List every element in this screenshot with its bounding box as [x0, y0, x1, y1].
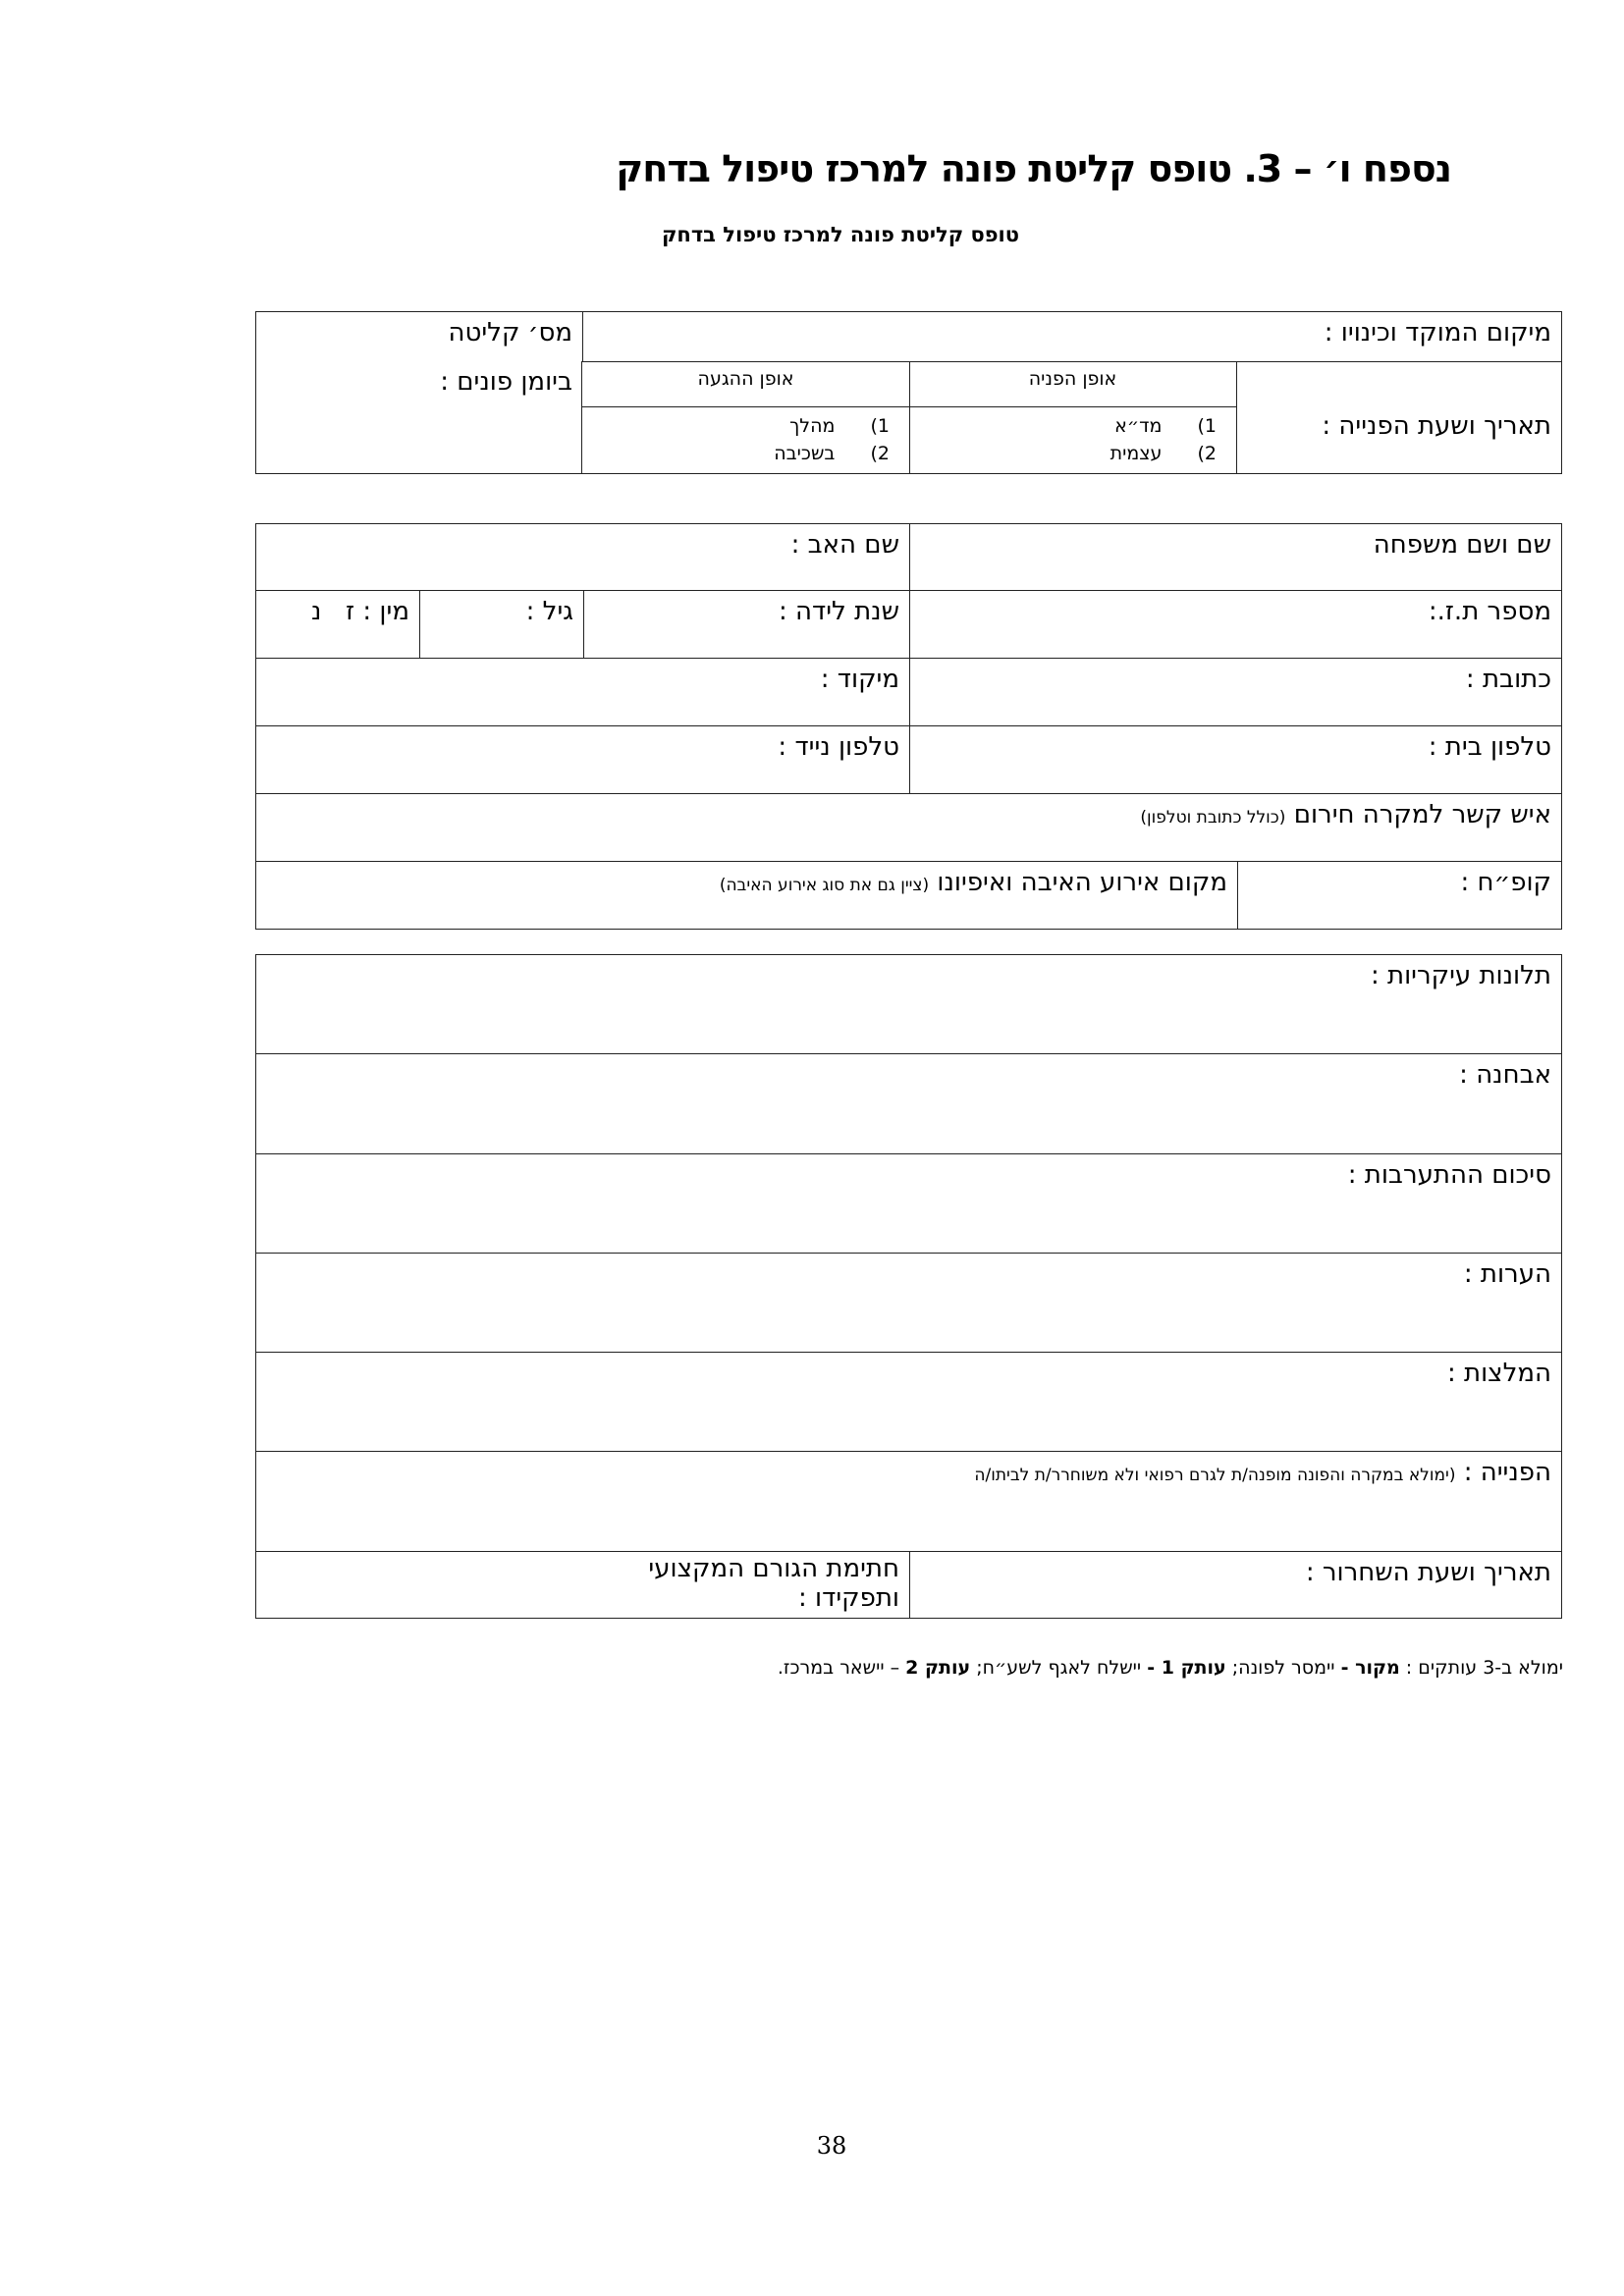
diagnosis-label: אבחנה :	[1459, 1060, 1551, 1090]
address-field[interactable]	[908, 658, 1562, 727]
father-name-field[interactable]	[255, 523, 910, 592]
signature-label-line1: חתימת הגורם המקצועי	[648, 1554, 899, 1583]
health-fund-label: קופ״ח :	[1460, 868, 1551, 897]
id-number-label: מספר ת.ז.:	[1428, 597, 1551, 626]
arrival-mode-options	[581, 406, 910, 474]
referral-mode-options	[908, 406, 1237, 474]
arrival-mode-header	[581, 361, 910, 408]
event-location-note: (ציין גם את סוג אירוע האיבה)	[719, 876, 930, 895]
referral-datetime-field[interactable]	[1235, 361, 1562, 474]
address-label: כתובת :	[1465, 665, 1551, 694]
event-location-label	[720, 868, 1227, 897]
patient-log-label: ביומן פונים :	[440, 367, 572, 397]
arrival-mode-option-1[interactable]	[789, 415, 890, 437]
health-fund-field[interactable]	[1236, 861, 1562, 930]
referral-field[interactable]	[255, 1451, 1562, 1552]
center-location-field[interactable]	[581, 311, 1562, 363]
footnote-original-text: יימסר לפונה;	[1225, 1657, 1341, 1679]
option-label: מד״א	[1114, 415, 1163, 437]
emergency-contact-title: איש קשר למקרה חירום	[1293, 800, 1551, 829]
emergency-contact-label	[1140, 800, 1551, 829]
birth-year-label: שנת לידה :	[779, 597, 899, 626]
main-complaints-label: תלונות עיקריות :	[1370, 961, 1551, 990]
arrival-mode-header-label: אופן ההגעה	[697, 368, 794, 390]
center-location-label: מיקום המוקד וכינויו :	[1324, 318, 1551, 347]
footnote-original: מקור -	[1340, 1657, 1400, 1679]
zip-label: מיקוד :	[820, 665, 899, 694]
footnote-copy2-text: – יישאר במרכז.	[777, 1657, 906, 1679]
id-number-field[interactable]	[908, 590, 1562, 660]
referral-mode-option-2[interactable]	[1110, 443, 1217, 464]
full-name-field[interactable]	[908, 523, 1562, 592]
notes-label: הערות :	[1463, 1259, 1551, 1289]
birth-year-field[interactable]	[582, 590, 910, 660]
sex-label: מין : ז נ	[310, 597, 409, 626]
page-number: 38	[816, 2132, 847, 2160]
referral-label: הפנייה :	[1463, 1458, 1551, 1487]
intervention-summary-field[interactable]	[255, 1153, 1562, 1254]
zip-field[interactable]	[255, 658, 910, 727]
signature-label	[648, 1554, 899, 1613]
intervention-summary-label: סיכום ההתערבות :	[1347, 1160, 1551, 1190]
footnote-copy2: עותק 2	[905, 1657, 971, 1679]
mobile-phone-label: טלפון נייד :	[778, 732, 899, 762]
notes-field[interactable]	[255, 1253, 1562, 1353]
copies-footnote	[778, 1657, 1563, 1679]
mobile-phone-field[interactable]	[255, 725, 910, 795]
footnote-copy1: עותק 1 -	[1147, 1657, 1226, 1679]
emergency-contact-field[interactable]	[255, 793, 1562, 863]
event-location-title: מקום אירוע האיבה ואיפיונו	[937, 868, 1227, 897]
footnote-copy1-text: יישלח לאגף לשע״ח;	[970, 1657, 1148, 1679]
sex-field[interactable]	[255, 590, 420, 660]
option-number: 1)	[870, 415, 890, 437]
home-phone-field[interactable]	[908, 725, 1562, 795]
form-subtitle: טופס קליטת פונה למרכז טיפול בדחק	[661, 223, 1020, 246]
recommendations-field[interactable]	[255, 1352, 1562, 1452]
referral-mode-option-1[interactable]	[1114, 415, 1217, 437]
recommendations-label: המלצות :	[1446, 1359, 1551, 1388]
option-label: בשכיבה	[774, 443, 836, 464]
discharge-datetime-label: תאריך ושעת השחרור :	[1305, 1558, 1551, 1587]
referral-mode-header	[908, 361, 1237, 408]
referral-datetime-label: תאריך ושעת הפנייה :	[1322, 411, 1551, 441]
signature-label-line2: ותפקידו :	[798, 1583, 899, 1613]
arrival-mode-option-2[interactable]	[774, 443, 890, 464]
age-label: גיל :	[525, 597, 573, 626]
main-complaints-field[interactable]	[255, 954, 1562, 1054]
footnote-prefix: ימולא ב-3 עותקים :	[1399, 1657, 1563, 1679]
discharge-datetime-field[interactable]	[908, 1551, 1562, 1619]
page-title: נספח ו׳ – 3. טופס קליטת פונה למרכז טיפול בדחק	[616, 147, 1451, 190]
event-location-field[interactable]	[255, 861, 1238, 930]
diagnosis-field[interactable]	[255, 1053, 1562, 1154]
intake-number-field[interactable]	[255, 311, 583, 474]
full-name-label: שם ושם משפחה	[1373, 530, 1551, 560]
option-label: עצמית	[1110, 443, 1163, 464]
home-phone-label: טלפון בית :	[1428, 732, 1551, 762]
referral-label-wrap	[974, 1458, 1551, 1487]
signature-field[interactable]	[255, 1551, 910, 1619]
referral-mode-header-label: אופן הפניה	[1028, 368, 1117, 390]
referral-note: (ימולא במקרה והפונה מופנה/ת לגרם רפואי ולא משוחרר/ת לביתו/ה	[974, 1466, 1456, 1485]
option-number: 1)	[1197, 415, 1217, 437]
age-field[interactable]	[418, 590, 584, 660]
option-label: מהלך	[789, 415, 836, 437]
father-name-label: שם האב :	[790, 530, 899, 560]
emergency-contact-note: (כולל כתובת וטלפון)	[1140, 808, 1286, 828]
option-number: 2)	[1197, 443, 1217, 464]
intake-number-label: מס׳ קליטה	[448, 318, 572, 347]
option-number: 2)	[870, 443, 890, 464]
